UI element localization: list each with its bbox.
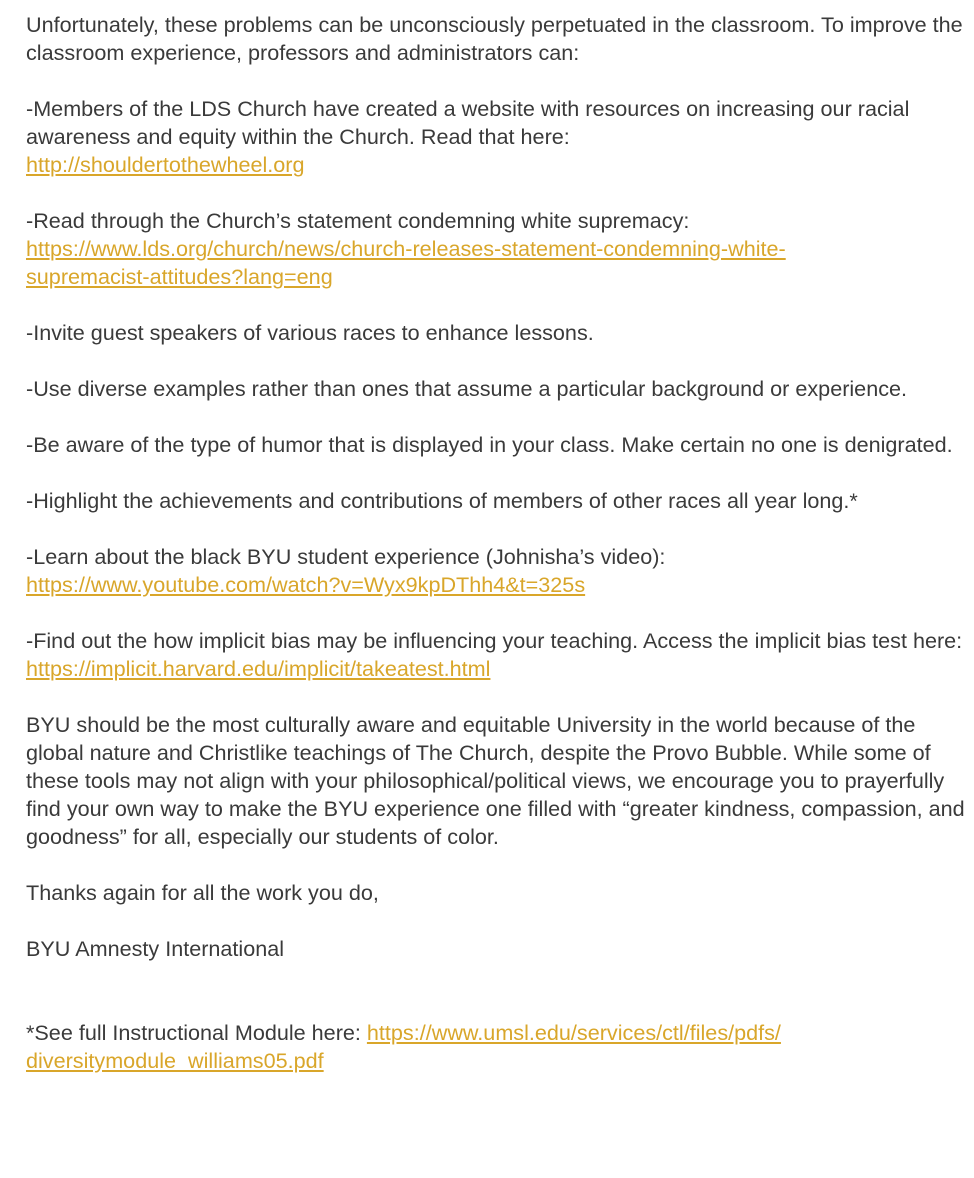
list-item-lds-website <box>26 95 966 179</box>
closing-paragraph: BYU should be the most culturally aware and equitable University in the world because of the global nature and Christlike teachings of The Church, despite the Provo Bubble. While some of these tools may not align with your philosophical/political views, we encourage you to prayerfully find your own way to make the BYU experience one filled with “greater kindness, compassion, and goodness” for all, especially our students of color. <box>26 712 965 849</box>
youtube-video-link[interactable]: https://www.youtube.com/watch?v=Wyx9kpDThh4&t=325s <box>26 572 586 597</box>
list-item-humor: -Be aware of the type of humor that is displayed in your class. Make certain no one is denigrated. <box>26 432 953 457</box>
footnote <box>26 1019 966 1075</box>
list-item-student-experience <box>26 543 966 599</box>
list-item-church-statement <box>26 207 966 291</box>
list-item-text: -Learn about the black BYU student experience (Johnisha’s video): <box>26 544 666 569</box>
footnote-text: *See full Instructional Module here: <box>26 1020 361 1045</box>
list-item-implicit-bias <box>26 627 966 683</box>
list-item-text: -Members of the LDS Church have created a website with resources on increasing our racial awareness and equity within the Church. Read that here: <box>26 96 910 149</box>
lds-statement-link[interactable]: https://www.lds.org/church/news/church-releases-statement-condemning-white- supremacist-attitudes?lang=eng <box>26 236 786 289</box>
implicit-bias-test-link[interactable]: https://implicit.harvard.edu/implicit/takeatest.html <box>26 656 491 681</box>
list-item-text: -Find out the how implicit bias may be influencing your teaching. Access the implicit bias test here: <box>26 628 963 653</box>
signature: BYU Amnesty International <box>26 936 285 961</box>
instructional-module-link[interactable]: https://www.umsl.edu/services/ctl/files/pdfs/ diversitymodule_williams05.pdf <box>26 1020 781 1073</box>
list-item-text: -Read through the Church’s statement condemning white supremacy: <box>26 208 690 233</box>
list-item-achievements: -Highlight the achievements and contributions of members of other races all year long.* <box>26 488 858 513</box>
list-item-diverse-examples: -Use diverse examples rather than ones that assume a particular background or experience. <box>26 376 908 401</box>
intro-paragraph: Unfortunately, these problems can be unconsciously perpetuated in the classroom. To improve the classroom experience, professors and administrators can: <box>26 12 963 65</box>
thanks-line: Thanks again for all the work you do, <box>26 880 379 905</box>
list-item-guest-speakers: -Invite guest speakers of various races to enhance lessons. <box>26 320 594 345</box>
email-body <box>26 11 966 1103</box>
shouldertothewheel-link[interactable]: http://shouldertothewheel.org <box>26 152 305 177</box>
